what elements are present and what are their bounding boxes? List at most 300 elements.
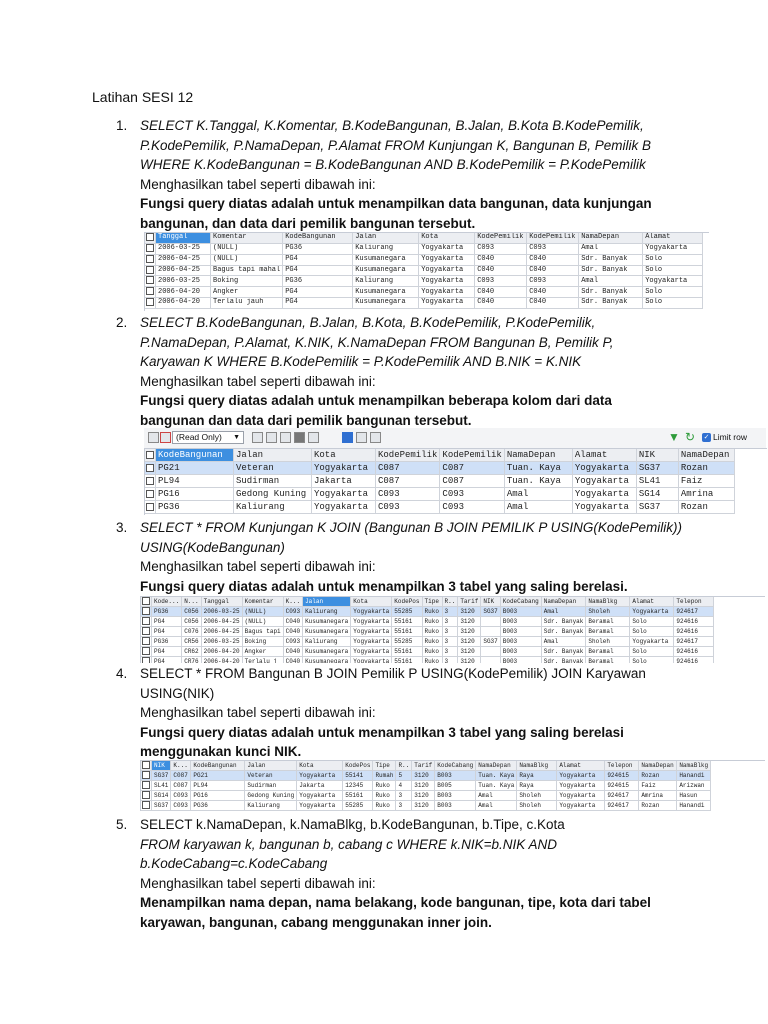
table-cell[interactable]: 2006-03-25 <box>201 637 242 647</box>
table-cell[interactable]: 3120 <box>412 781 435 791</box>
table-cell[interactable]: C040 <box>527 254 579 265</box>
refresh-icon[interactable]: ↻ <box>685 430 696 444</box>
column-header[interactable]: NIK <box>481 597 500 607</box>
table-cell[interactable]: C040 <box>475 287 527 298</box>
table-cell[interactable]: Yogyakarta <box>572 501 636 514</box>
table-cell[interactable] <box>481 627 500 637</box>
table-cell[interactable]: C093 <box>527 276 579 287</box>
table-cell[interactable]: C056 <box>182 617 201 627</box>
table-cell[interactable]: Solo <box>630 627 674 637</box>
table-cell[interactable]: Ruko <box>422 647 442 657</box>
table-cell[interactable]: B003 <box>500 627 541 637</box>
column-header[interactable]: Jalan <box>353 233 419 243</box>
column-header[interactable]: Kode... <box>152 597 182 607</box>
table-row[interactable] <box>145 488 734 501</box>
table-cell[interactable]: Jakarta <box>297 781 343 791</box>
table-cell[interactable]: (NULL) <box>242 617 283 627</box>
insert-row-icon[interactable] <box>252 432 263 443</box>
table-cell[interactable]: Yogyakarta <box>351 627 392 637</box>
save-icon[interactable] <box>280 432 291 443</box>
table-cell[interactable]: B003 <box>500 607 541 617</box>
table-cell[interactable]: Ruko <box>373 781 396 791</box>
table-cell[interactable]: PG21 <box>156 462 234 475</box>
table-cell[interactable]: SG37 <box>636 462 678 475</box>
table-cell[interactable]: SG37 <box>481 637 500 647</box>
table-cell[interactable]: Sdr. Banyak <box>541 647 586 657</box>
table-cell[interactable]: 55285 <box>392 607 422 617</box>
column-header[interactable]: KodePos <box>392 597 422 607</box>
table-cell[interactable]: Sholeh <box>517 791 557 801</box>
row-checkbox[interactable] <box>141 781 152 791</box>
column-header[interactable]: Tarif <box>412 761 435 771</box>
text-view-icon[interactable] <box>370 432 381 443</box>
column-header[interactable]: Alamat <box>557 761 605 771</box>
row-checkbox[interactable] <box>141 791 152 801</box>
column-header[interactable]: N... <box>182 597 201 607</box>
table-cell[interactable]: SL41 <box>152 781 171 791</box>
table-cell[interactable]: Amal <box>579 276 643 287</box>
table-cell[interactable]: Sdr. Banyak <box>541 657 586 664</box>
select-all-checkbox[interactable] <box>145 233 156 243</box>
table-cell[interactable]: 2006-04-20 <box>156 298 211 309</box>
table-cell[interactable] <box>481 647 500 657</box>
table-cell[interactable]: Solo <box>643 254 703 265</box>
table-cell[interactable]: PG36 <box>152 607 182 617</box>
table-cell[interactable]: Beramal <box>586 627 630 637</box>
table-cell[interactable]: SG37 <box>481 607 500 617</box>
table-cell[interactable]: Sudirman <box>245 781 297 791</box>
column-header[interactable]: Tanggal <box>156 233 211 243</box>
table-cell[interactable]: Veteran <box>234 462 312 475</box>
table-cell[interactable]: C093 <box>440 501 504 514</box>
table-row[interactable] <box>145 501 734 514</box>
table-cell[interactable]: 3 <box>442 607 458 617</box>
table-cell[interactable]: 2006-04-20 <box>201 657 242 664</box>
table-cell[interactable]: 924617 <box>605 791 639 801</box>
table-cell[interactable]: Kusumanegara <box>353 287 419 298</box>
table-cell[interactable]: PG4 <box>283 254 353 265</box>
table-cell[interactable]: Sdr. Banyak <box>579 298 643 309</box>
export-icon[interactable] <box>160 432 171 443</box>
table-row[interactable] <box>141 791 711 801</box>
table-cell[interactable]: Sdr. Banyak <box>579 287 643 298</box>
table-cell[interactable]: 55161 <box>392 627 422 637</box>
table-cell[interactable]: 924616 <box>674 627 714 637</box>
table-cell[interactable]: Rozan <box>639 771 677 781</box>
table-cell[interactable]: 12345 <box>343 781 373 791</box>
table-cell[interactable]: 924615 <box>605 771 639 781</box>
table-cell[interactable]: C093 <box>475 243 527 254</box>
table-cell[interactable]: CR76 <box>182 657 201 664</box>
table-cell[interactable]: C093 <box>376 488 440 501</box>
table-cell[interactable]: Kusumanegara <box>353 254 419 265</box>
table-cell[interactable]: Yogyakarta <box>351 657 392 664</box>
column-header[interactable]: Tipe <box>373 761 396 771</box>
table-cell[interactable]: Amal <box>541 607 586 617</box>
table-cell[interactable]: 3120 <box>412 771 435 781</box>
table-cell[interactable]: Rozan <box>678 501 734 514</box>
column-header[interactable]: KodePemilik <box>376 449 440 462</box>
table-cell[interactable]: Yogyakarta <box>297 771 343 781</box>
table-cell[interactable]: Faiz <box>678 475 734 488</box>
row-checkbox[interactable] <box>141 657 152 664</box>
table-cell[interactable]: Kaliurang <box>303 607 351 617</box>
table-cell[interactable]: Yogyakarta <box>557 781 605 791</box>
table-cell[interactable]: Amal <box>476 791 517 801</box>
column-header[interactable]: NamaBlkg <box>677 761 711 771</box>
table-cell[interactable]: 3 <box>442 627 458 637</box>
mode-select[interactable] <box>172 431 244 444</box>
table-cell[interactable]: Bagus tapi mahal <box>211 265 283 276</box>
column-header[interactable]: R.. <box>396 761 412 771</box>
table-cell[interactable]: 3120 <box>458 607 481 617</box>
table-cell[interactable]: Solo <box>643 265 703 276</box>
table-cell[interactable]: 3 <box>442 657 458 664</box>
table-cell[interactable]: Yogyakarta <box>572 488 636 501</box>
table-cell[interactable]: PG36 <box>156 501 234 514</box>
table-cell[interactable]: (NULL) <box>211 243 283 254</box>
table-cell[interactable]: C087 <box>376 462 440 475</box>
select-all-checkbox[interactable] <box>141 761 152 771</box>
row-checkbox[interactable] <box>145 501 156 514</box>
select-all-checkbox[interactable] <box>141 597 152 607</box>
column-header[interactable]: KodeBangunan <box>283 233 353 243</box>
column-header[interactable]: KodeBangunan <box>156 449 234 462</box>
table-cell[interactable]: PG4 <box>152 617 182 627</box>
table-cell[interactable]: Ruko <box>422 637 442 647</box>
table-cell[interactable]: PG16 <box>191 791 245 801</box>
table-cell[interactable]: PG36 <box>283 276 353 287</box>
table-cell[interactable]: Bagus tapi <box>242 627 283 637</box>
table-cell[interactable]: Yogyakarta <box>419 287 475 298</box>
table-cell[interactable]: Yogyakarta <box>297 801 343 811</box>
table-cell[interactable]: Hasun <box>677 791 711 801</box>
table-cell[interactable]: 2006-04-20 <box>201 647 242 657</box>
column-header[interactable]: Jalan <box>245 761 297 771</box>
table-cell[interactable]: C093 <box>475 276 527 287</box>
table-cell[interactable]: PG36 <box>152 637 182 647</box>
table-cell[interactable]: Kusumanegara <box>303 627 351 637</box>
table-cell[interactable]: 55141 <box>343 771 373 781</box>
table-row[interactable] <box>141 771 711 781</box>
table-cell[interactable]: SG14 <box>636 488 678 501</box>
table-cell[interactable]: 2006-04-25 <box>156 254 211 265</box>
table-cell[interactable]: C040 <box>283 627 302 637</box>
table-cell[interactable]: Amal <box>476 801 517 811</box>
table-cell[interactable]: Yogyakarta <box>557 771 605 781</box>
table-cell[interactable]: 3 <box>396 801 412 811</box>
table-cell[interactable]: 3 <box>396 791 412 801</box>
table-cell[interactable]: PG4 <box>283 287 353 298</box>
table-cell[interactable]: 5 <box>396 771 412 781</box>
table-cell[interactable]: Kusumanegara <box>303 617 351 627</box>
table-cell[interactable]: Amal <box>504 501 572 514</box>
column-header[interactable]: NamaDepan <box>504 449 572 462</box>
column-header[interactable]: Tipe <box>422 597 442 607</box>
table-cell[interactable]: 2006-04-25 <box>156 265 211 276</box>
table-cell[interactable]: Solo <box>630 647 674 657</box>
row-checkbox[interactable] <box>145 254 156 265</box>
select-all-checkbox[interactable] <box>145 449 156 462</box>
table-cell[interactable]: Ruko <box>373 791 396 801</box>
table-cell[interactable]: Kusumanegara <box>303 647 351 657</box>
table-cell[interactable]: 3 <box>442 637 458 647</box>
table-cell[interactable]: B003 <box>500 647 541 657</box>
table-cell[interactable]: Yogyakarta <box>297 791 343 801</box>
table-cell[interactable]: Tuan. Kaya <box>504 462 572 475</box>
table-cell[interactable]: 2006-04-25 <box>201 627 242 637</box>
table-cell[interactable]: Sdr. Banyak <box>579 265 643 276</box>
table-cell[interactable]: B003 <box>435 771 476 781</box>
column-header[interactable]: Komentar <box>242 597 283 607</box>
table-cell[interactable]: 924617 <box>605 801 639 811</box>
table-cell[interactable]: B003 <box>500 637 541 647</box>
table-cell[interactable]: C076 <box>182 627 201 637</box>
column-header[interactable]: NamaDepan <box>541 597 586 607</box>
row-checkbox[interactable] <box>145 475 156 488</box>
table-cell[interactable]: 3120 <box>458 617 481 627</box>
limit-rows-checkbox[interactable] <box>702 432 747 442</box>
table-cell[interactable]: C087 <box>440 475 504 488</box>
table-cell[interactable]: Rumah <box>373 771 396 781</box>
table-cell[interactable]: Yogyakarta <box>351 647 392 657</box>
table-cell[interactable]: Kaliurang <box>245 801 297 811</box>
column-header[interactable]: KodePemilik <box>440 449 504 462</box>
table-cell[interactable]: Sholeh <box>586 637 630 647</box>
table-cell[interactable]: SG37 <box>152 801 171 811</box>
table-cell[interactable]: C040 <box>283 657 302 664</box>
column-header[interactable]: NIK <box>636 449 678 462</box>
table-cell[interactable]: Sdr. Banyak <box>579 254 643 265</box>
table-cell[interactable]: Beramal <box>586 647 630 657</box>
table-cell[interactable]: PL94 <box>156 475 234 488</box>
table-cell[interactable]: PG36 <box>191 801 245 811</box>
table-row[interactable] <box>145 265 703 276</box>
table-cell[interactable]: Ruko <box>422 657 442 664</box>
table-cell[interactable]: Kusumanegara <box>303 657 351 664</box>
row-checkbox[interactable] <box>141 627 152 637</box>
table-row[interactable] <box>141 627 714 637</box>
table-cell[interactable]: Solo <box>643 298 703 309</box>
table-cell[interactable]: Angker <box>211 287 283 298</box>
table-cell[interactable]: Amrina <box>639 791 677 801</box>
column-header[interactable]: KodePemilik <box>475 233 527 243</box>
table-cell[interactable]: 924617 <box>674 637 714 647</box>
table-cell[interactable]: Beramal <box>586 657 630 664</box>
table-cell[interactable]: 55285 <box>343 801 373 811</box>
table-cell[interactable]: 2006-03-25 <box>156 276 211 287</box>
table-cell[interactable]: CR56 <box>182 637 201 647</box>
table-cell[interactable]: Solo <box>630 657 674 664</box>
table-cell[interactable]: PG4 <box>152 627 182 637</box>
table-cell[interactable]: C040 <box>283 647 302 657</box>
table-cell[interactable]: Terlalu jauh <box>211 298 283 309</box>
table-cell[interactable]: Yogyakarta <box>419 254 475 265</box>
table-cell[interactable]: Yogyakarta <box>572 462 636 475</box>
table-cell[interactable]: Sdr. Banyak <box>541 617 586 627</box>
table-cell[interactable]: Sholeh <box>586 607 630 617</box>
table-cell[interactable]: 3120 <box>458 657 481 664</box>
table-cell[interactable]: B003 <box>500 617 541 627</box>
table-cell[interactable]: (NULL) <box>211 254 283 265</box>
table-cell[interactable]: Yogyakarta <box>312 488 376 501</box>
table-cell[interactable]: C093 <box>283 637 302 647</box>
row-checkbox[interactable] <box>141 801 152 811</box>
table-cell[interactable]: Yogyakarta <box>312 501 376 514</box>
table-cell[interactable]: C040 <box>527 265 579 276</box>
table-cell[interactable]: Solo <box>630 617 674 627</box>
column-header[interactable]: NamaBlkg <box>586 597 630 607</box>
table-row[interactable] <box>141 781 711 791</box>
table-cell[interactable]: C040 <box>475 265 527 276</box>
row-checkbox[interactable] <box>145 462 156 475</box>
table-cell[interactable]: B003 <box>435 791 476 801</box>
table-cell[interactable]: 55161 <box>392 617 422 627</box>
table-cell[interactable]: Yogyakarta <box>557 801 605 811</box>
table-cell[interactable]: C093 <box>440 488 504 501</box>
table-cell[interactable]: 55161 <box>392 647 422 657</box>
column-header[interactable]: Kota <box>419 233 475 243</box>
table-cell[interactable]: B003 <box>500 657 541 664</box>
column-header[interactable]: NamaDepan <box>678 449 734 462</box>
table-cell[interactable]: PG4 <box>283 298 353 309</box>
table-cell[interactable]: Kaliurang <box>303 637 351 647</box>
table-cell[interactable]: 2006-04-20 <box>156 287 211 298</box>
column-header[interactable]: KodeBangunan <box>191 761 245 771</box>
table-row[interactable] <box>141 637 714 647</box>
table-cell[interactable]: Boking <box>242 637 283 647</box>
row-checkbox[interactable] <box>145 243 156 254</box>
table-cell[interactable]: Rozan <box>678 462 734 475</box>
row-checkbox[interactable] <box>145 287 156 298</box>
table-cell[interactable]: Gedong Kuning <box>234 488 312 501</box>
table-cell[interactable]: Sholeh <box>517 801 557 811</box>
table-cell[interactable]: C093 <box>171 801 191 811</box>
column-header[interactable]: Alamat <box>630 597 674 607</box>
table-cell[interactable]: Kaliurang <box>353 276 419 287</box>
table-cell[interactable]: C040 <box>283 617 302 627</box>
grid-view-icon[interactable] <box>342 432 353 443</box>
table-cell[interactable]: 3 <box>442 647 458 657</box>
table-cell[interactable]: Yogyakarta <box>419 298 475 309</box>
table-cell[interactable]: C093 <box>376 501 440 514</box>
table-cell[interactable]: 3120 <box>458 637 481 647</box>
column-header[interactable]: Kota <box>297 761 343 771</box>
column-header[interactable]: K... <box>171 761 191 771</box>
cancel-icon[interactable] <box>308 432 319 443</box>
column-header[interactable]: Alamat <box>572 449 636 462</box>
table-row[interactable] <box>145 475 734 488</box>
table-cell[interactable]: Sdr. Banyak <box>541 627 586 637</box>
column-header[interactable]: Telepon <box>605 761 639 771</box>
row-checkbox[interactable] <box>141 617 152 627</box>
table-cell[interactable]: Faiz <box>639 781 677 791</box>
table-cell[interactable]: B003 <box>435 801 476 811</box>
column-header[interactable]: NamaDepan <box>579 233 643 243</box>
column-header[interactable]: Kota <box>312 449 376 462</box>
table-cell[interactable]: 924615 <box>605 781 639 791</box>
row-checkbox[interactable] <box>141 637 152 647</box>
table-cell[interactable]: PG16 <box>156 488 234 501</box>
row-checkbox[interactable] <box>145 298 156 309</box>
table-cell[interactable]: 2006-03-25 <box>201 607 242 617</box>
table-cell[interactable]: 924617 <box>674 607 714 617</box>
table-cell[interactable]: 55161 <box>392 657 422 664</box>
table-cell[interactable]: PG36 <box>283 243 353 254</box>
table-cell[interactable]: C087 <box>440 462 504 475</box>
table-cell[interactable]: Tuan. Kaya <box>504 475 572 488</box>
table-cell[interactable]: C087 <box>171 771 191 781</box>
column-header[interactable]: Tarif <box>458 597 481 607</box>
table-cell[interactable]: Yogyakarta <box>419 276 475 287</box>
table-cell[interactable]: PG4 <box>283 265 353 276</box>
table-cell[interactable]: Kusumanegara <box>353 298 419 309</box>
table-cell[interactable]: 3120 <box>412 791 435 801</box>
column-header[interactable]: NamaDepan <box>639 761 677 771</box>
table-cell[interactable]: Yogyakarta <box>630 637 674 647</box>
table-cell[interactable] <box>481 657 500 664</box>
table-cell[interactable]: 924616 <box>674 647 714 657</box>
table-row[interactable] <box>141 657 714 664</box>
table-cell[interactable]: Yogyakarta <box>572 475 636 488</box>
table-cell[interactable]: C093 <box>171 791 191 801</box>
row-checkbox[interactable] <box>145 276 156 287</box>
column-header[interactable]: Jalan <box>234 449 312 462</box>
table-cell[interactable]: SG37 <box>152 771 171 781</box>
table-cell[interactable]: CR62 <box>182 647 201 657</box>
table-cell[interactable]: PG4 <box>152 657 182 664</box>
table-cell[interactable]: Kaliurang <box>353 243 419 254</box>
table-cell[interactable]: Yogyakarta <box>351 617 392 627</box>
table-row[interactable] <box>145 462 734 475</box>
table-cell[interactable]: (NULL) <box>242 607 283 617</box>
column-header[interactable]: Kota <box>351 597 392 607</box>
table-cell[interactable]: Gedong Kuning <box>245 791 297 801</box>
column-header[interactable]: Jalan <box>303 597 351 607</box>
table-cell[interactable]: Veteran <box>245 771 297 781</box>
table-cell[interactable]: Hanandi <box>677 771 711 781</box>
table-cell[interactable]: Kaliurang <box>234 501 312 514</box>
row-checkbox[interactable] <box>145 488 156 501</box>
table-row[interactable] <box>141 607 714 617</box>
table-row[interactable] <box>145 243 703 254</box>
form-view-icon[interactable] <box>356 432 367 443</box>
table-cell[interactable]: Yogyakarta <box>630 607 674 617</box>
table-cell[interactable]: Tuan. Kaya <box>476 781 517 791</box>
row-checkbox[interactable] <box>141 771 152 781</box>
table-cell[interactable]: Ruko <box>373 801 396 811</box>
table-row[interactable] <box>145 298 703 309</box>
table-cell[interactable]: Rozan <box>639 801 677 811</box>
table-cell[interactable]: Boking <box>211 276 283 287</box>
column-header[interactable]: KodeCabang <box>435 761 476 771</box>
row-checkbox[interactable] <box>141 647 152 657</box>
table-cell[interactable]: Yogyakarta <box>351 607 392 617</box>
table-cell[interactable]: Raya <box>517 771 557 781</box>
table-cell[interactable]: Hanandi <box>677 801 711 811</box>
table-cell[interactable]: Terlalu j <box>242 657 283 664</box>
column-header[interactable]: KodePos <box>343 761 373 771</box>
table-cell[interactable]: C040 <box>475 298 527 309</box>
table-cell[interactable]: Tuan. Kaya <box>476 771 517 781</box>
table-cell[interactable]: Amal <box>541 637 586 647</box>
column-header[interactable]: Telepon <box>674 597 714 607</box>
table-cell[interactable]: PL94 <box>191 781 245 791</box>
table-cell[interactable]: Angker <box>242 647 283 657</box>
table-row[interactable] <box>141 801 711 811</box>
column-header[interactable]: K... <box>283 597 302 607</box>
table-cell[interactable]: 924616 <box>674 617 714 627</box>
